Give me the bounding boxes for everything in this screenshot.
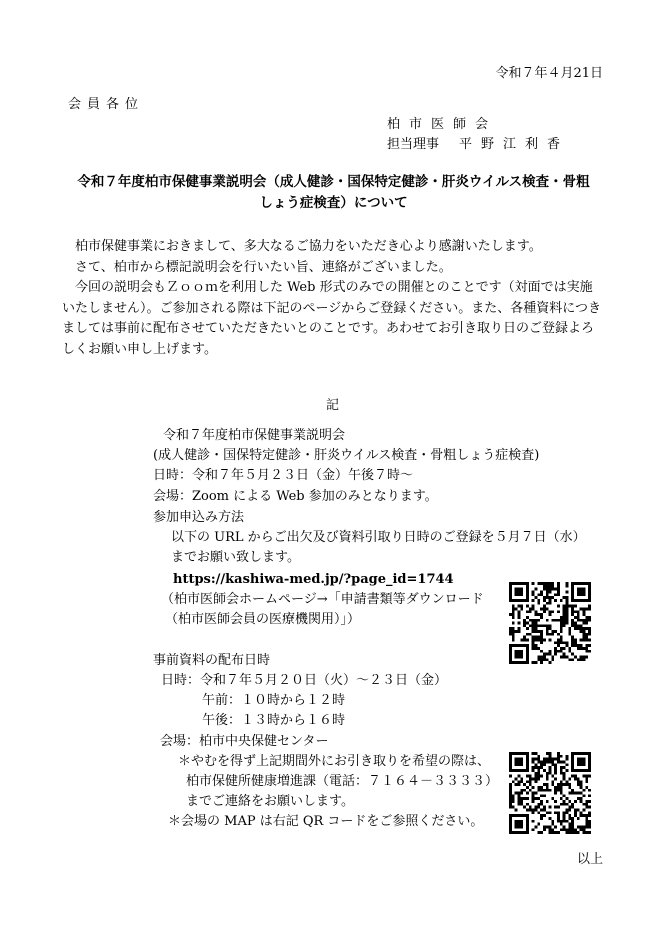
distribution-morning: 午前：１０時から１２時 [202,693,346,708]
distribution-date: 日時：令和７年５月２０日（火）～２３日（金） [161,673,448,688]
body-paragraph-1: 柏市保健事業におきまして、多大なるご協力をいただき心より感謝いたします。 [75,239,542,254]
title-line-1: 令和７年度柏市保健事業説明会（成人健診・国保特定健診・肝炎ウイルス検査・骨粗 [77,174,590,190]
note-4: ＊会場の MAP は右記 QR コードをご参照ください。 [168,814,484,829]
body-paragraph-3: 今回の説明会もＺｏｏｍを利用した Web 形式のみでの開催とのことです（対面では実施いたしません）。ご参加される際は下記のページからご登録ください。また、各種資料につきましては事前に配布させていただきたいとのことです。あわせてお引き取り日のご登録よろしくお願い申し上げます。 [62,280,601,357]
body-paragraph-2: さて、柏市から標記説明会を行いたい旨、連絡がございました。 [75,259,452,275]
note-1: ＊やむを得ず上記期間外にお引き取りを希望の際は、 [178,754,491,769]
note-2: 柏市保健所健康増進課（電話：７１６４－３３３３） [186,774,499,789]
recipient: 会員各位 [68,97,145,112]
document-date: 令和７年４月21日 [495,66,603,81]
event-subtitle: (成人健診・国保特定健診・肝炎ウイルス検査・骨粗しょう症検査) [153,448,540,463]
sender-role: 担当理事 [387,137,440,152]
url-note-2: （柏市医師会員の医療機関用）」） [165,612,361,627]
note-3: までご連絡をお願いします。 [186,794,354,809]
apply-text-1: 以下の URL からご出欠及び資料引取り日時のご登録を５月７日（水） [171,530,586,545]
closing-mark: 以上 [576,852,603,867]
distribution-venue: 会場：柏市中央保健センター [160,734,329,749]
ki-heading: 記 [326,398,340,413]
body-text [62,237,605,360]
url-note-1: （柏市医師会ホームページ→「申請書類等ダウンロード [161,592,484,607]
apply-heading: 参加申込み方法 [153,510,245,525]
event-datetime: 日時：令和７年５月２３日（金）午後７時～ [153,468,414,483]
distribution-afternoon: 午後：１３時から１６時 [202,713,346,728]
document-title [40,172,627,214]
sender-name: 平野江利香 [459,137,570,152]
sender-line [387,137,569,153]
registration-url[interactable]: https://kashiwa-med.jp/?page_id=1744 [173,572,454,587]
title-line-2: しょう症検査）について [259,195,408,211]
event-venue: 会場：Zoom による Web 参加のみとなります。 [153,489,438,504]
sender-organization: 柏市医師会 [387,117,498,132]
distribution-heading: 事前資料の配布日時 [153,653,271,668]
venue-map-qr-code[interactable] [509,752,591,834]
event-name: 令和７年度柏市保健事業説明会 [163,428,346,443]
apply-text-2: までお願い致します。 [171,550,300,565]
registration-qr-code[interactable] [509,582,591,664]
